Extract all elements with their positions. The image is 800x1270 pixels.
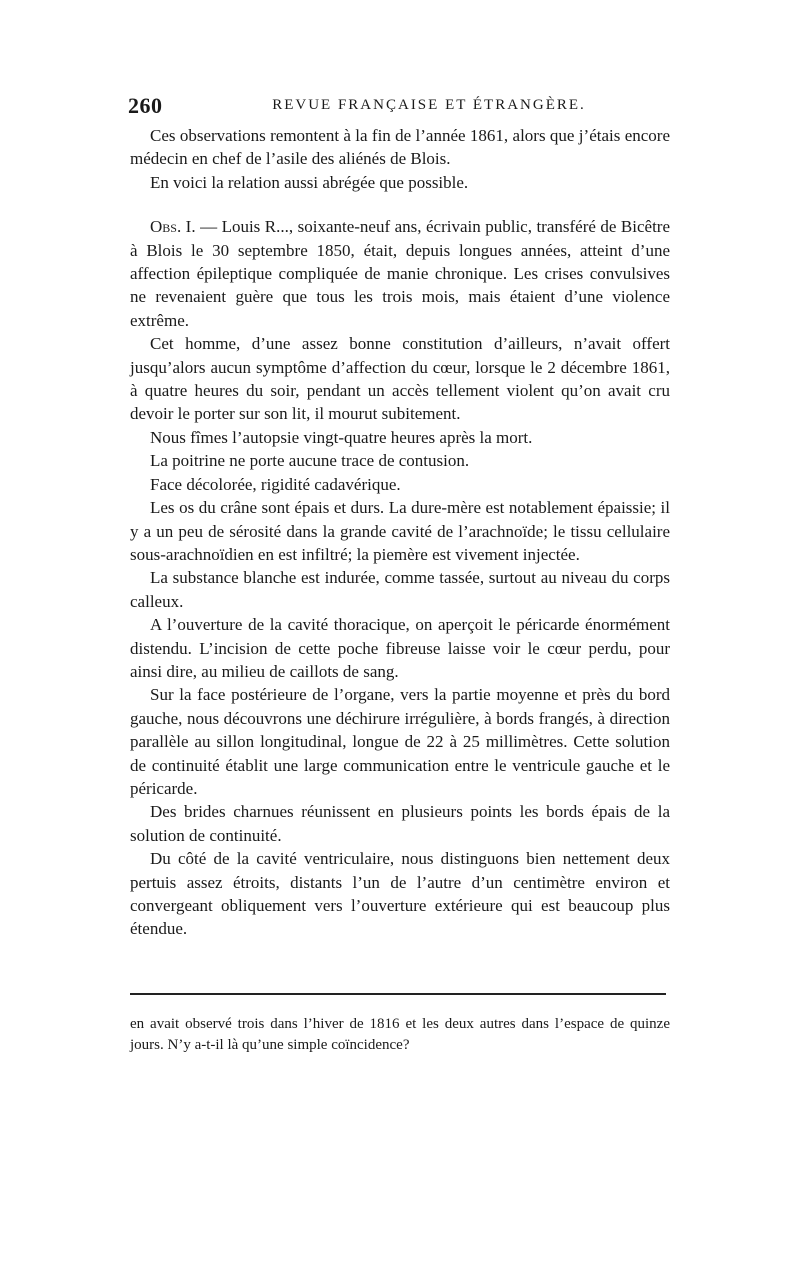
paragraph-skull: Les os du crâne sont épais et durs. La dure-mère est notablement épaissie; il y a un peu de sérosité dans la grande cavité de l’arachnoïde; le tissu cellulaire sous-arachnoïdien en est infiltré; la piemère est vivement injectée.	[130, 498, 670, 564]
paragraph-autopsy: Nous fîmes l’autopsie vingt-quatre heures après la mort.	[150, 427, 533, 447]
paragraph-chest: La poitrine ne porte aucune trace de contusion.	[150, 451, 470, 471]
paragraph-white-matter: La substance blanche est indurée, comme tassée, surtout au niveau du corps calleux.	[130, 568, 670, 611]
paragraph-fleshy-bands: Des brides charnues réunissent en plusieurs points les bords épais de la solution de continuité.	[130, 802, 670, 845]
footnote-text: en avait observé trois dans l’hiver de 1816 et les deux autres dans l’espace de quinze jours. N’y a-t-il là qu’une simple coïncidence?	[130, 1016, 670, 1053]
paragraph-patient-history: Cet homme, d’une assez bonne constitution d’ailleurs, n’avait offert jusqu’alors aucun symptôme d’affection du cœur, lorsque le 2 décembre 1861, à quatre heures du soir, pendant un accès tellement violent qu’on avait cru devoir le porter sur son lit, il mourut subitement.	[130, 334, 670, 424]
paragraph-thoracic-cavity: A l’ouverture de la cavité thoracique, on aperçoit le péricarde énormément distendu. L’incision de cette poche fibreuse laisse voir le cœur perdu, pour ainsi dire, au milieu de caillots de sang.	[130, 615, 670, 681]
observation-text: — Louis R..., soixante-neuf ans, écrivain public, transféré de Bicêtre à Blois le 30 septembre 1850, était, depuis longues années, atteint d’une affection épileptique compliquée de manie chronique. Les crises convulsives ne revenaient guère que tous les trois mois, mais étaient d’une violence extrême.	[130, 217, 670, 330]
observation-label: Obs. I.	[150, 217, 196, 237]
paragraph-observation-1	[130, 215, 670, 332]
journal-title: REVUE FRANÇAISE ET ÉTRANGÈRE.	[272, 97, 586, 113]
body-text	[130, 124, 670, 941]
footnote	[130, 1014, 670, 1056]
paragraph-face: Face décolorée, rigidité cadavérique.	[150, 474, 401, 494]
paragraph-ventricular-side: Du côté de la cavité ventriculaire, nous distinguons bien nettement deux pertuis assez étroits, distants l’un de l’autre d’un centimètre environ et convergeant obliquement vers l’ouverture extérieure qui est beaucoup plus étendue.	[130, 849, 670, 939]
paragraph-relation: En voici la relation aussi abrégée que possible.	[150, 172, 469, 192]
footnote-rule	[130, 993, 666, 995]
paragraph-posterior-face: Sur la face postérieure de l’organe, vers la partie moyenne et près du bord gauche, nous découvrons une déchirure irrégulière, à bords frangés, à direction parallèle au sillon longitudinal, longue de 22 à 25 millimètres. Cette solution de continuité établit une large communication entre le ventricule gauche et le péricarde.	[130, 685, 670, 798]
paragraph-intro: Ces observations remontent à la fin de l’année 1861, alors que j’étais encore médecin en chef de l’asile des aliénés de Blois.	[130, 126, 670, 169]
page-number: 260	[128, 93, 163, 118]
running-head	[128, 93, 670, 119]
